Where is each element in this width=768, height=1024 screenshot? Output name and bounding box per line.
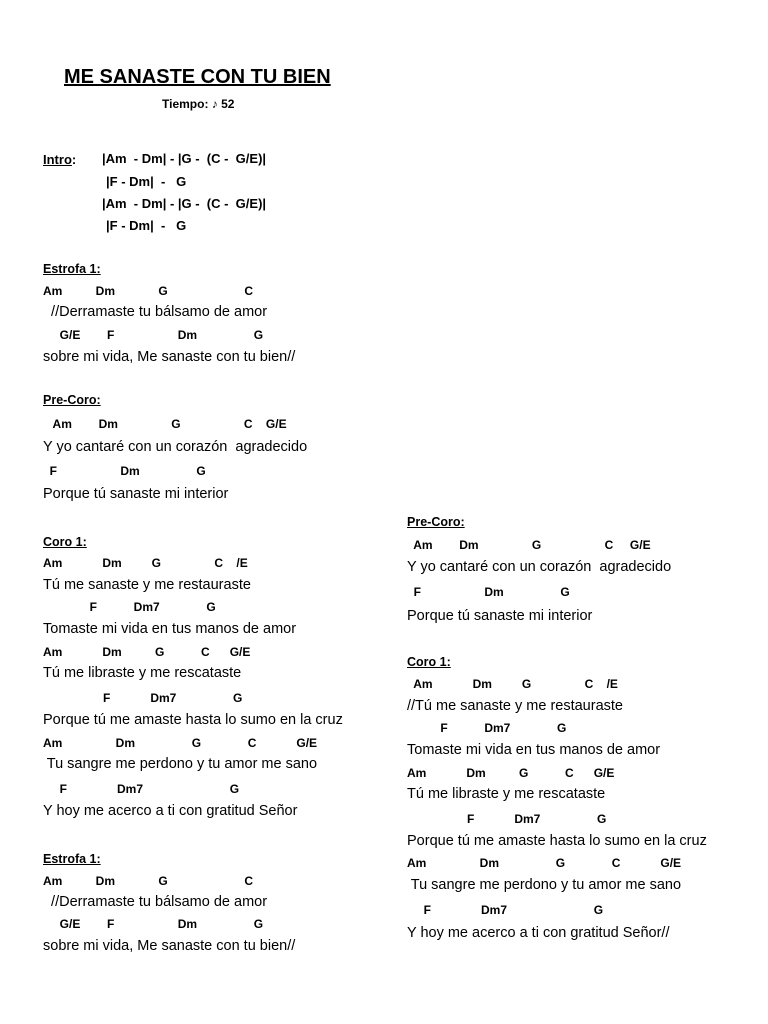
lyric-line: Tu sangre me perdono y tu amor me sano	[407, 877, 682, 893]
chord-line: Am Dm G C	[43, 874, 254, 888]
lyric-line: Tomaste mi vida en tus manos de amor	[407, 742, 661, 758]
lyric-line: Tu sangre me perdono y tu amor me sano	[43, 756, 318, 772]
chord-line: Am Dm G C /E	[43, 556, 248, 570]
chord-line: F Dm7 G	[43, 782, 240, 796]
chord-line: F Dm G	[407, 585, 570, 599]
lyric-line: Tomaste mi vida en tus manos de amor	[43, 621, 297, 637]
chord-line: Am Dm G C G/E	[407, 856, 682, 870]
section-heading-coro-1: Coro 1:	[43, 535, 87, 549]
lyric-line: Porque tú me amaste hasta lo sumo en la cruz	[43, 712, 343, 728]
chord-line: Am Dm G C G/E	[43, 645, 251, 659]
intro-line: |F - Dm| - G	[106, 174, 187, 189]
section-heading-pre-coro: Pre-Coro:	[43, 393, 101, 407]
intro-line: |Am - Dm| - |G - (C - G/E)|	[102, 196, 267, 211]
song-title: ME SANASTE CON TU BIEN	[64, 66, 331, 88]
lyric-line: //Tú me sanaste y me restauraste	[407, 698, 623, 714]
lyric-line: //Derramaste tu bálsamo de amor	[43, 304, 268, 320]
lyric-line: Porque tú sanaste mi interior	[407, 608, 593, 624]
intro-line: |F - Dm| - G	[106, 218, 187, 233]
chord-line: G/E F Dm G	[43, 328, 264, 342]
chord-line: Am Dm G C /E	[407, 677, 618, 691]
chord-line: F Dm7 G	[43, 600, 216, 614]
chord-line: Am Dm G C G/E	[43, 417, 287, 431]
tempo-label: Tiempo: ♪ 52	[162, 97, 235, 111]
chord-line: F Dm7 G	[407, 812, 607, 826]
intro-line: |Am - Dm| - |G - (C - G/E)|	[102, 151, 267, 166]
lyric-line: Y hoy me acerco a ti con gratitud Señor	[43, 803, 298, 819]
chord-line: F Dm7 G	[43, 691, 243, 705]
lyric-line: Y yo cantaré con un corazón agradecido	[43, 439, 308, 455]
lyric-line: Tú me sanaste y me restauraste	[43, 577, 251, 593]
section-heading-estrofa-1: Estrofa 1:	[43, 852, 101, 866]
chord-line: G/E F Dm G	[43, 917, 264, 931]
lyric-line: Y yo cantaré con un corazón agradecido	[407, 559, 672, 575]
section-heading-coro-1: Coro 1:	[407, 655, 451, 669]
intro-label: Intro	[43, 152, 72, 167]
lyric-line: Y hoy me acerco a ti con gratitud Señor//	[407, 925, 670, 941]
chord-line: Am Dm G C G/E	[43, 736, 318, 750]
lyric-line: sobre mi vida, Me sanaste con tu bien//	[43, 349, 296, 365]
chord-line: Am Dm G C	[43, 284, 254, 298]
chord-line: F Dm7 G	[407, 903, 604, 917]
lyric-line: sobre mi vida, Me sanaste con tu bien//	[43, 938, 296, 954]
chord-line: F Dm7 G	[407, 721, 567, 735]
intro-colon: :	[71, 152, 77, 167]
lyric-line: Tú me libraste y me rescataste	[407, 786, 606, 802]
section-heading-estrofa-1: Estrofa 1:	[43, 262, 101, 276]
intro-heading	[43, 151, 76, 169]
lyric-line: Porque tú me amaste hasta lo sumo en la cruz	[407, 833, 707, 849]
section-heading-pre-coro: Pre-Coro:	[407, 515, 465, 529]
chord-line: Am Dm G C G/E	[407, 538, 651, 552]
chord-line: Am Dm G C G/E	[407, 766, 615, 780]
lyric-line: //Derramaste tu bálsamo de amor	[43, 894, 268, 910]
chord-line: F Dm G	[43, 464, 206, 478]
lyric-line: Tú me libraste y me rescataste	[43, 665, 242, 681]
lyric-line: Porque tú sanaste mi interior	[43, 486, 229, 502]
